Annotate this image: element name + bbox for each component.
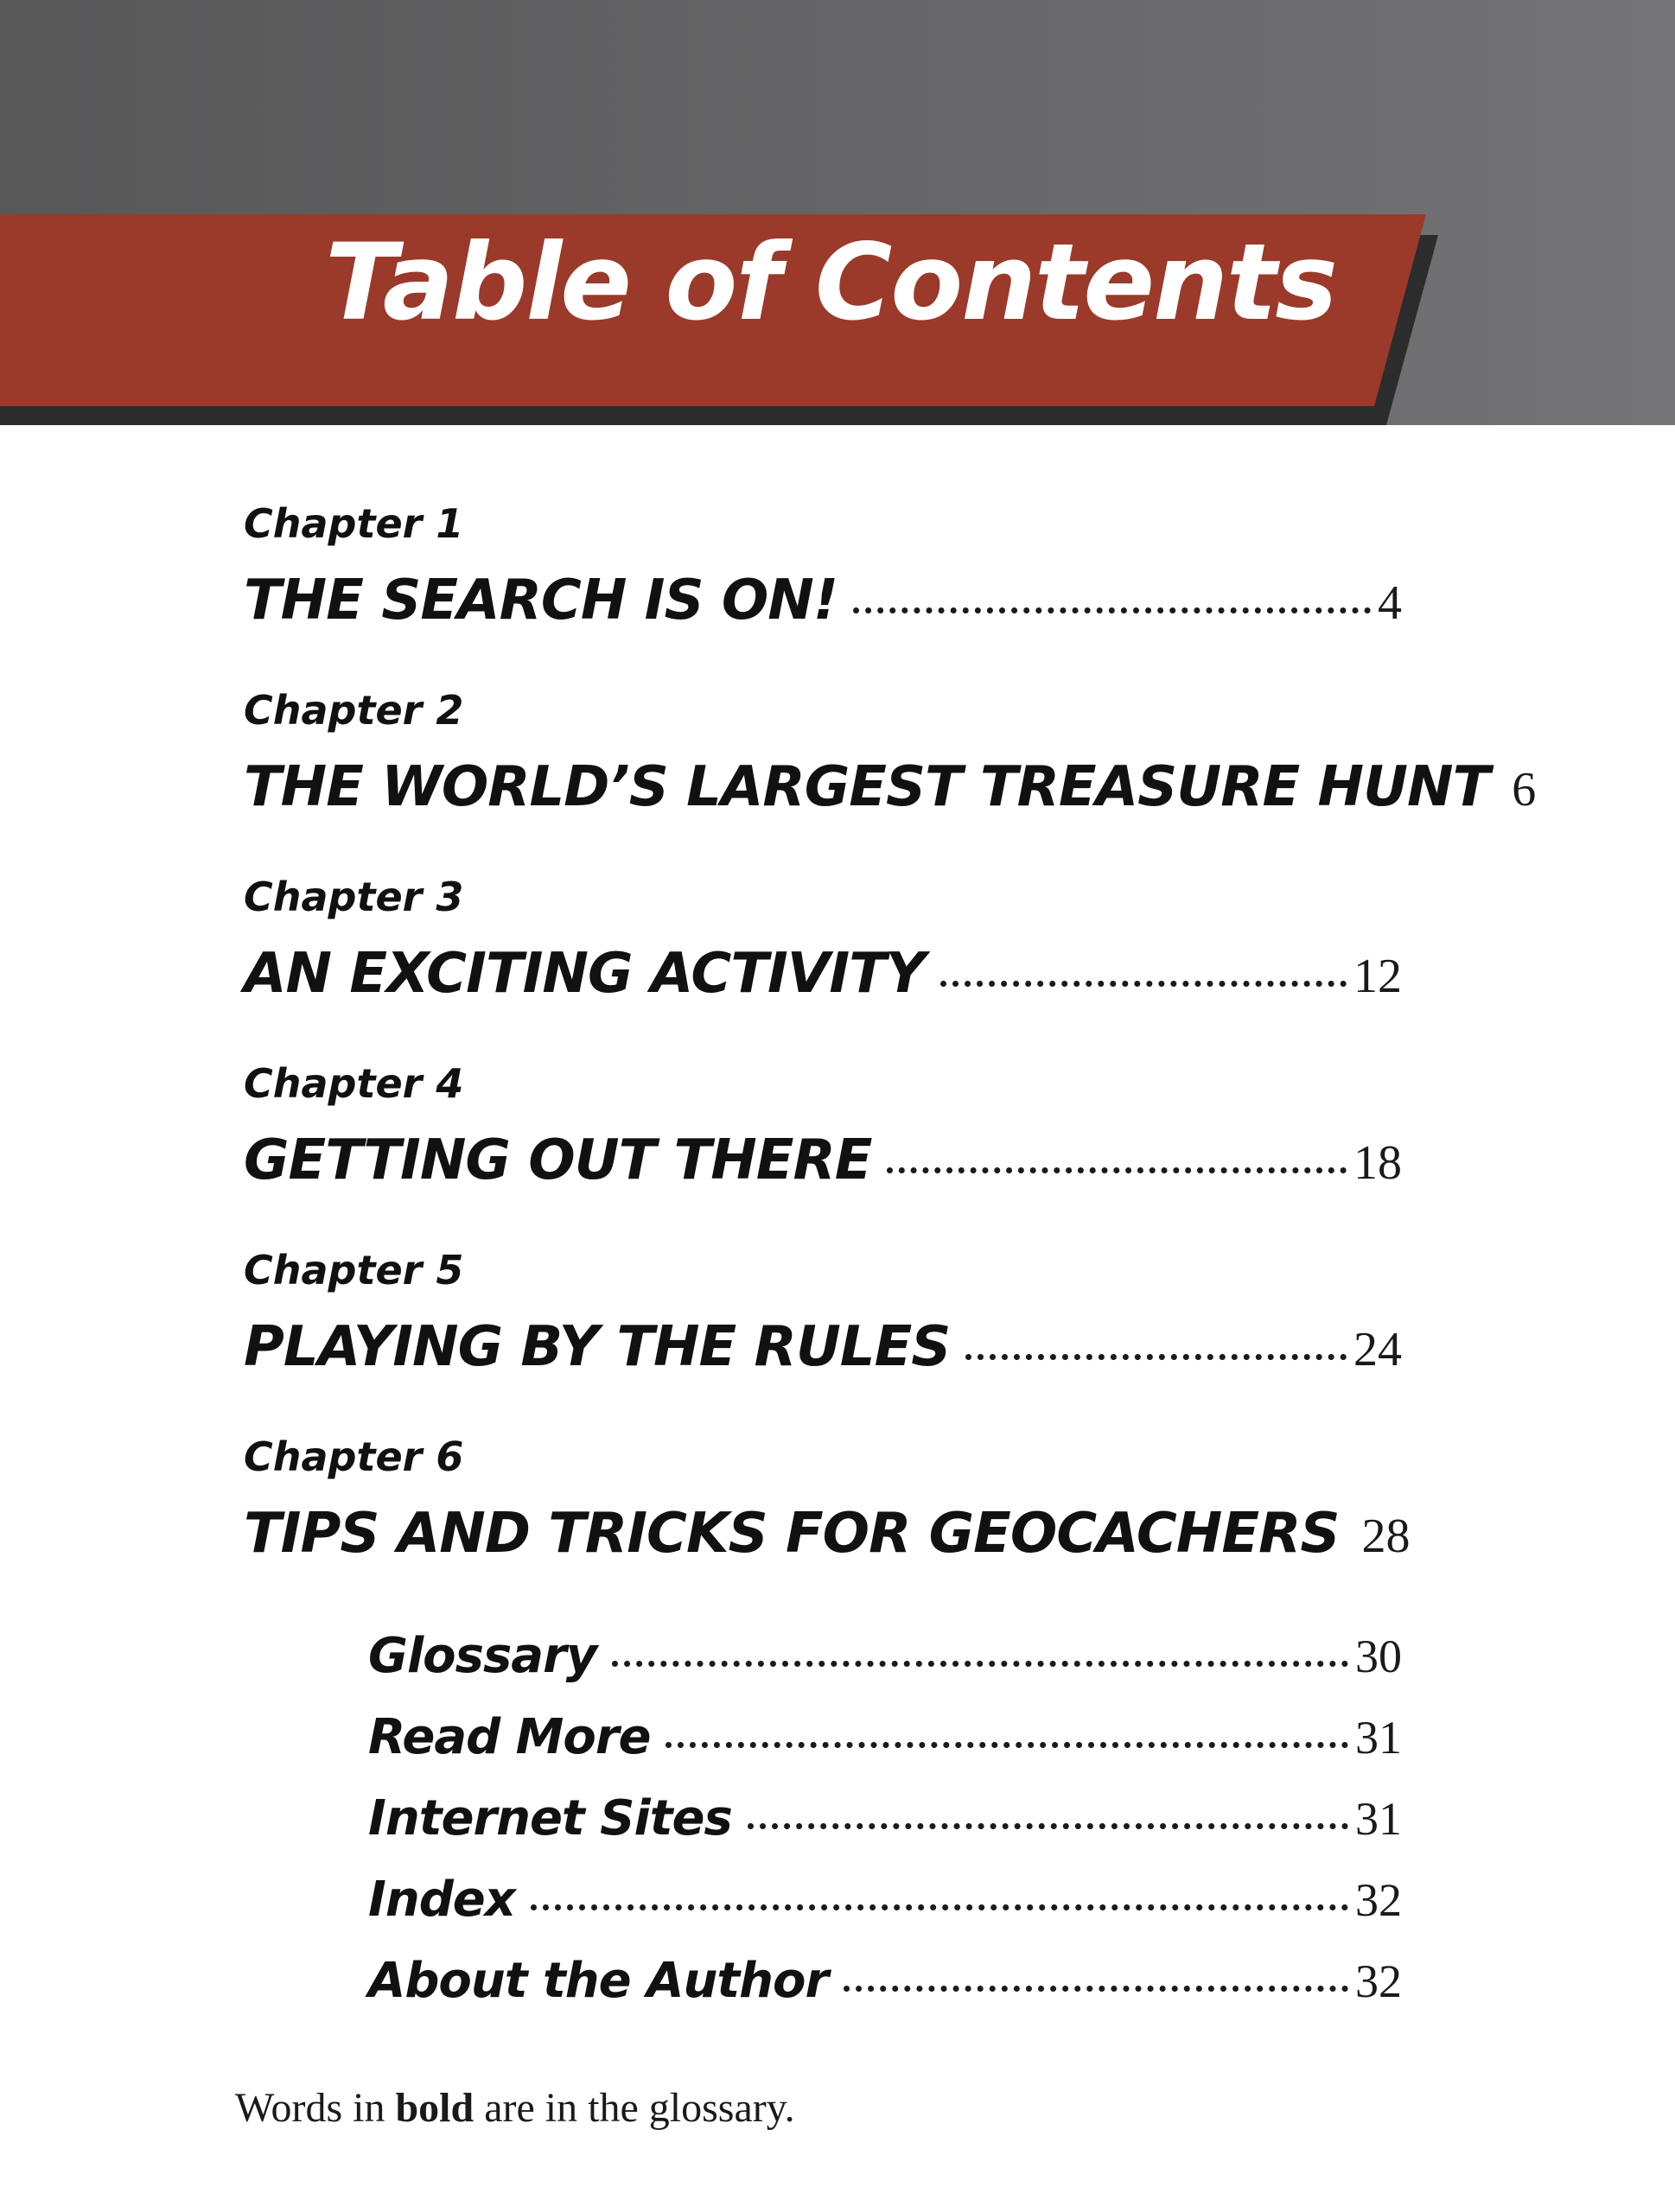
dot-leader <box>887 1167 1347 1173</box>
page-number-2: 6 <box>1512 763 1537 817</box>
footnote-suffix: are in the glossary. <box>474 2085 795 2131</box>
chapter-label-1: Chapter 1 <box>244 500 464 547</box>
page-number: 31 <box>1355 1712 1402 1764</box>
chapter-title-6: TIPS AND TRICKS FOR GEOCACHERS <box>244 1502 1340 1566</box>
page-number-1: 4 <box>1378 576 1402 630</box>
dot-leader <box>531 1904 1348 1910</box>
page-number-3: 12 <box>1353 950 1402 1003</box>
toc-entry-about-the-author[interactable] <box>368 1953 1402 2013</box>
page-number-6: 28 <box>1361 1510 1411 1563</box>
page-number: 32 <box>1355 1955 1402 2007</box>
dot-leader <box>965 1354 1347 1360</box>
toc-entry-chapter-2[interactable] <box>244 755 1537 824</box>
toc-entry-chapter-6[interactable] <box>244 1502 1411 1571</box>
back-matter-title: About the Author <box>368 1953 829 2009</box>
dot-leader <box>940 981 1347 987</box>
chapter-title-4: GETTING OUT THERE <box>244 1128 872 1192</box>
back-matter-title: Internet Sites <box>368 1790 732 1847</box>
page-title: Table of Contents <box>325 221 1336 344</box>
toc-entry-chapter-3[interactable] <box>244 942 1402 1011</box>
page-number: 32 <box>1355 1874 1402 1926</box>
page-number: 30 <box>1355 1630 1402 1682</box>
chapter-title-3: AN EXCITING ACTIVITY <box>244 942 926 1006</box>
back-matter-title: Read More <box>368 1709 651 1765</box>
footnote-bold-word: bold <box>395 2085 474 2131</box>
chapter-label-5: Chapter 5 <box>244 1247 464 1294</box>
chapter-label-6: Chapter 6 <box>244 1433 464 1480</box>
dot-leader <box>666 1742 1348 1748</box>
dot-leader <box>612 1661 1348 1667</box>
dot-leader <box>844 1986 1348 1992</box>
back-matter-title: Index <box>368 1872 515 1928</box>
glossary-footnote <box>235 2084 795 2132</box>
toc-entry-glossary[interactable] <box>368 1628 1402 1688</box>
page-number-5: 24 <box>1353 1323 1402 1376</box>
chapter-label-3: Chapter 3 <box>244 874 464 920</box>
toc-entry-internet-sites[interactable] <box>368 1790 1402 1851</box>
page-number: 31 <box>1355 1793 1402 1845</box>
toc-entry-index[interactable] <box>368 1872 1402 1932</box>
dot-leader <box>853 607 1371 613</box>
page-number-4: 18 <box>1353 1136 1402 1190</box>
toc-entry-read-more[interactable] <box>368 1709 1402 1770</box>
dot-leader <box>748 1823 1348 1829</box>
chapter-title-1: THE SEARCH IS ON! <box>244 569 838 632</box>
toc-entry-chapter-1[interactable] <box>244 569 1402 638</box>
chapter-title-5: PLAYING BY THE RULES <box>244 1315 951 1379</box>
toc-entry-chapter-5[interactable] <box>244 1315 1402 1384</box>
toc-entry-chapter-4[interactable] <box>244 1128 1402 1198</box>
chapter-label-2: Chapter 2 <box>244 687 464 734</box>
chapter-label-4: Chapter 4 <box>244 1060 464 1107</box>
chapter-title-2: THE WORLD’S LARGEST TREASURE HUNT <box>244 755 1490 819</box>
footnote-prefix: Words in <box>235 2085 396 2131</box>
back-matter-title: Glossary <box>368 1628 597 1684</box>
